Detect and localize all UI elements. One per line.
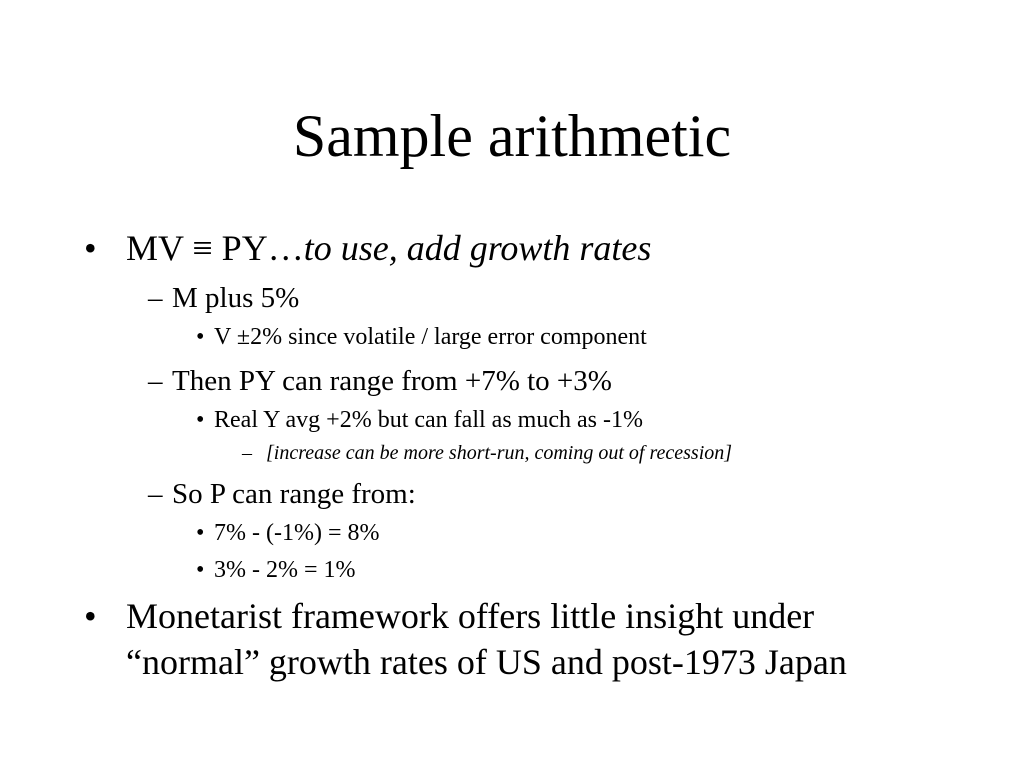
dash-marker: – [148,478,163,510]
bullet-quantity-equation [126,228,651,268]
bullet-marker: • [84,228,97,268]
sub-bullet-lower-bound: 3% - 2% = 1% [214,557,356,583]
bullet-text: PY… [212,228,304,268]
dash-marker: – [242,442,252,464]
bullet-marker: • [196,520,205,546]
bullet-monetarist-conclusion-line-1: Monetarist framework offers little insight under [126,596,815,636]
slide-title: Sample arithmetic [292,103,732,169]
bullet-emphasis: to use, add growth rates [303,228,652,268]
sub-bullet-velocity: V ±2% since volatile / large error component [214,324,647,350]
sub-bullet-real-output: Real Y avg +2% but can fall as much as -1% [214,407,643,433]
sub-bullet-recession-note: [increase can be more short-run, coming out of recession] [266,442,733,464]
bullet-text: MV [126,228,193,268]
dash-marker: – [148,365,163,397]
bullet-monetarist-conclusion-line-2: “normal” growth rates of US and post-1973 Japan [126,642,847,682]
sub-bullet-nominal-income: Then PY can range from +7% to +3% [172,365,612,397]
bullet-marker: • [196,407,205,433]
bullet-marker: • [196,557,205,583]
bullet-marker: • [84,596,97,636]
sub-bullet-upper-bound: 7% - (-1%) = 8% [214,520,380,546]
sub-bullet-money-growth: M plus 5% [172,282,300,314]
equivalence-symbol: ≡ [192,228,213,268]
sub-bullet-price-range: So P can range from: [172,478,416,510]
bullet-marker: • [196,324,205,350]
dash-marker: – [148,282,163,314]
